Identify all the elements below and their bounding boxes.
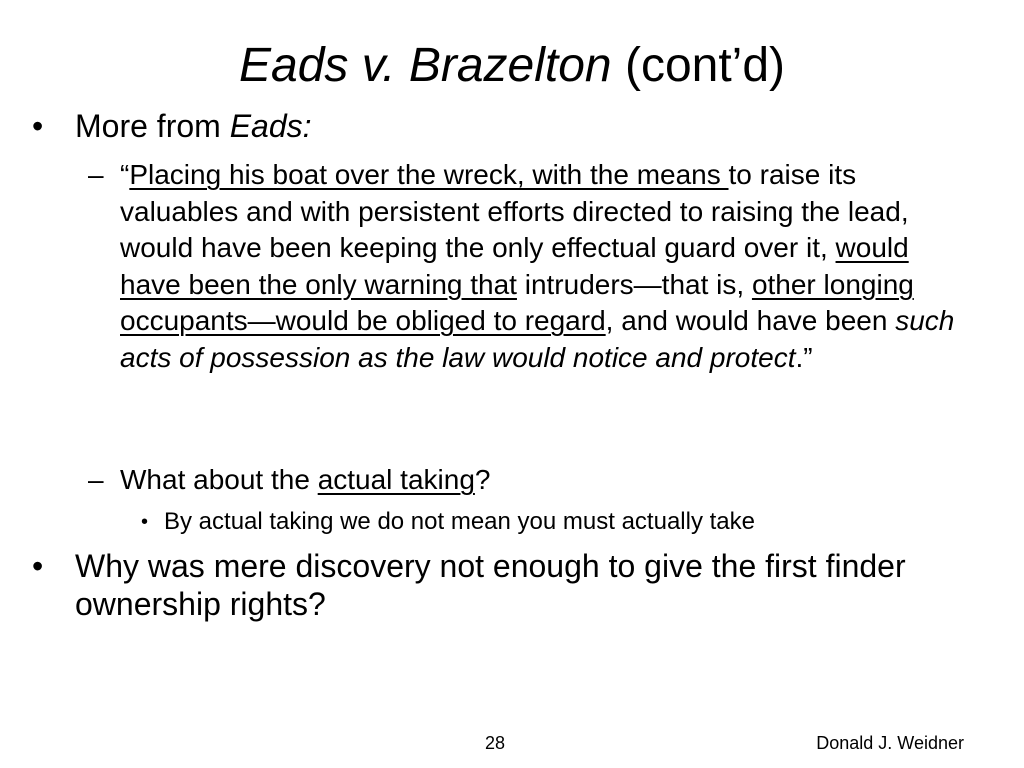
title-suffix: (cont’d) [611, 39, 786, 92]
bullet-marker: • [141, 511, 149, 533]
title-case-name: Eads v. Brazelton [238, 39, 612, 92]
quote-plain-2: intruders—that is, [516, 268, 752, 300]
by-actual-text: By actual taking we do not mean you must actually take [164, 508, 755, 535]
quote-underlined-3: other longing occupants—would be obliged to regard [120, 268, 914, 336]
quote-italic: such acts of possession as the law would notice and protect [120, 305, 955, 373]
quote-underlined-1: Placing his boat over the wreck, with the means [129, 159, 729, 190]
quote-text [120, 157, 968, 376]
quote-underlined-2: would have been the only warning that [120, 232, 909, 300]
quote-plain-3: , and would have been [605, 305, 896, 336]
actual-taking-suffix: ? [474, 464, 491, 495]
bullet-eads-quote [88, 157, 968, 376]
close-quote: .” [795, 341, 813, 373]
quote-plain-1: to raise its valuables and with persistent efforts directed to raising the lead, would have been keeping the only effectual guard over it, [120, 159, 909, 263]
actual-taking-underlined: actual taking [317, 464, 475, 495]
actual-taking-prefix: What about the [120, 464, 318, 495]
bullet-italic: Eads: [229, 108, 312, 144]
page-number: 28 [484, 733, 506, 753]
bullet-marker: • [32, 548, 44, 584]
footer-author: Donald J. Weidner [816, 733, 964, 753]
slide-title [0, 38, 1024, 94]
bullet-text [75, 107, 992, 145]
dash-marker: – [88, 464, 104, 495]
why-text: Why was mere discovery not enough to give the first finder ownership rights? [75, 548, 906, 622]
bullet-by-actual-taking [141, 508, 961, 536]
bullet-more-from-eads [32, 107, 992, 145]
open-quote: “ [120, 159, 130, 190]
bullet-prefix: More from [75, 108, 230, 144]
bullet-why-discovery [32, 547, 992, 623]
dash-marker: – [88, 159, 104, 190]
bullet-marker: • [32, 108, 44, 144]
bullet-actual-taking [88, 462, 968, 499]
actual-taking-text [120, 462, 968, 499]
